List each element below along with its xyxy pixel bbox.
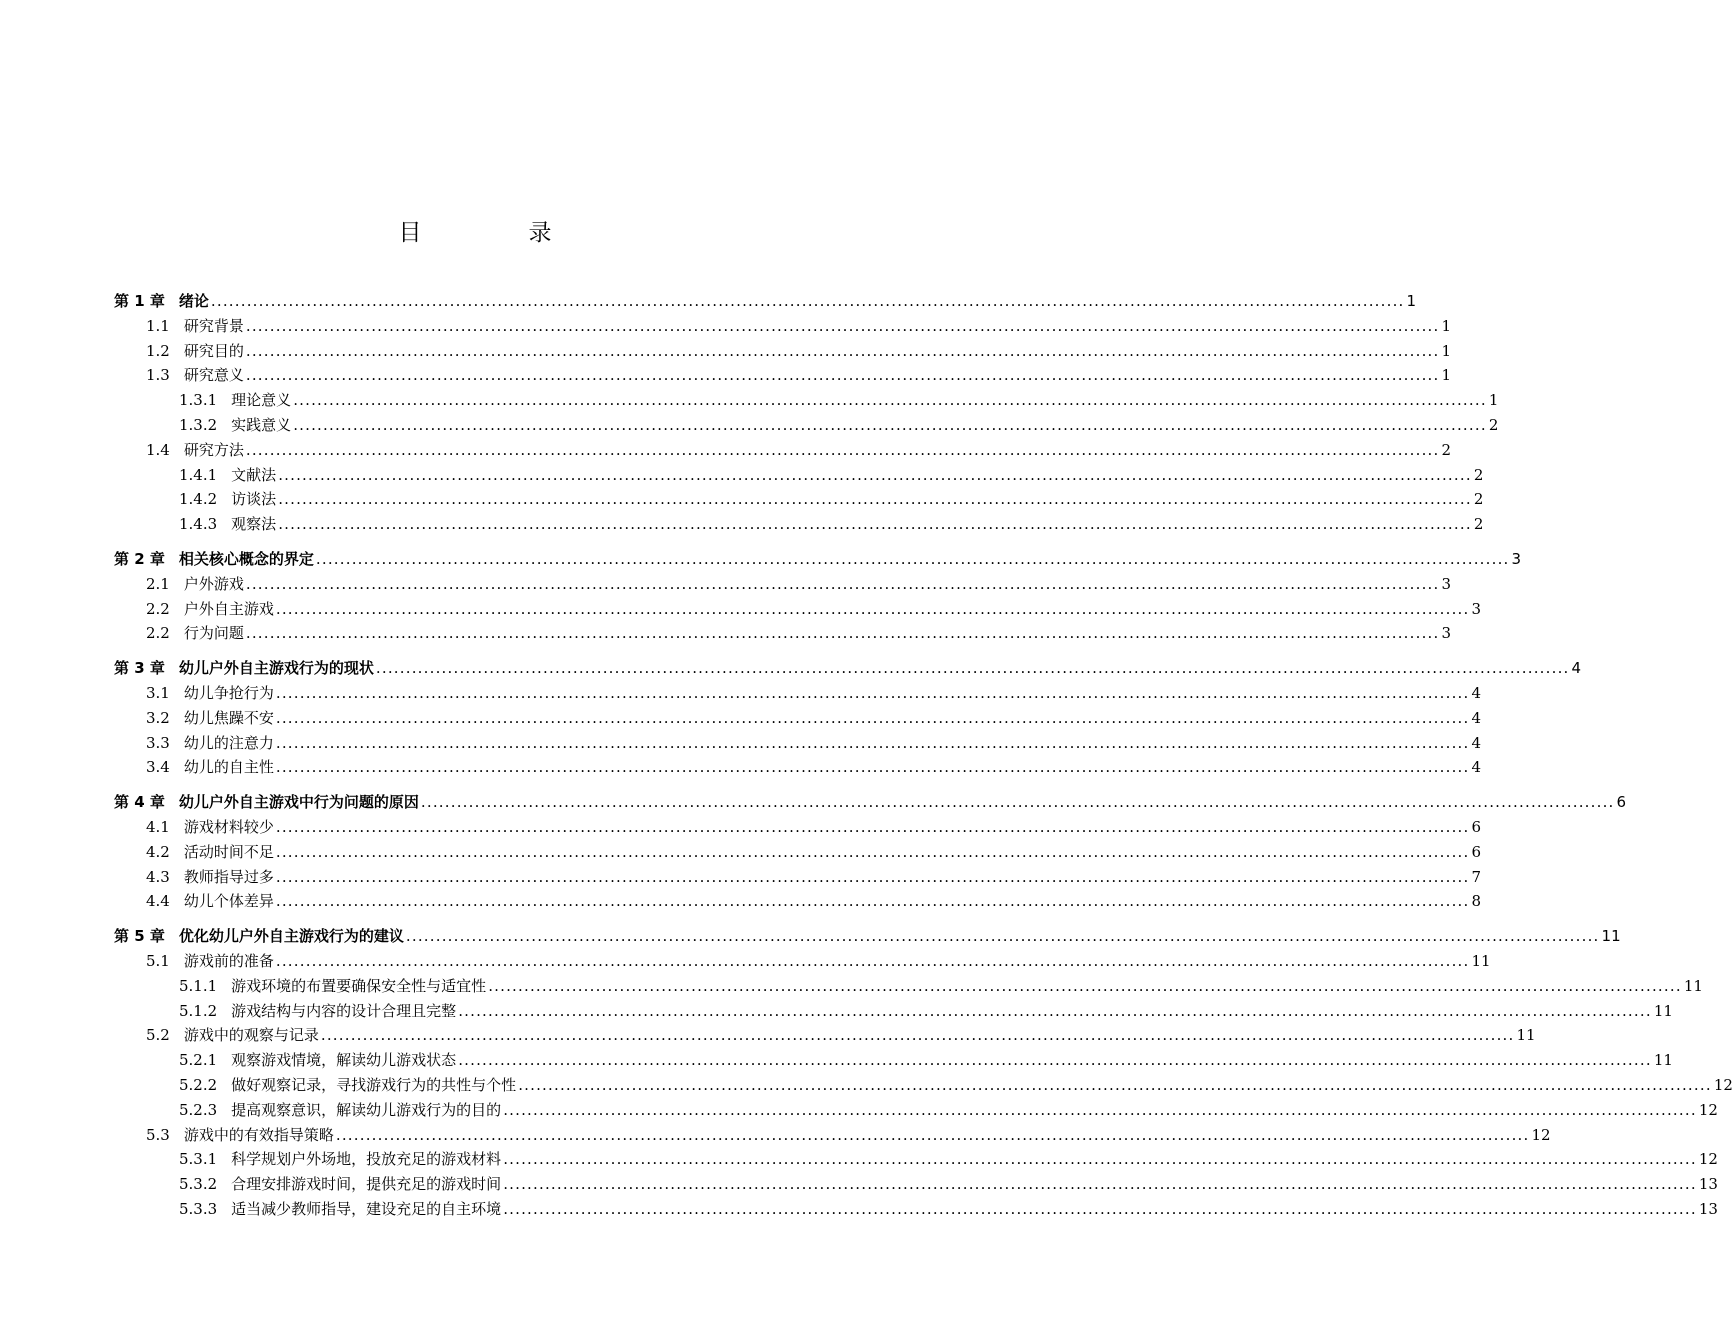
toc-page-number: 8 [1471,892,1482,911]
toc-leader-dots: ........................................................................................................................................................................................................ [488,976,1682,995]
toc-entry-label [179,977,486,995]
toc-page-number: 6 [1616,793,1627,812]
toc-entry-number: 5.3.1 [179,1150,218,1169]
toc-entry[interactable] [146,862,1482,886]
toc-entry[interactable] [179,1095,1718,1119]
toc-entry-number: 1.3 [146,366,170,385]
toc-entry-label [146,818,274,836]
toc-entry[interactable] [179,1144,1718,1169]
toc-entry-label [179,1150,501,1168]
toc-entry-label [179,416,291,434]
toc-page-number: 1 [1441,341,1452,360]
toc-entry-number: 5.1 [146,952,170,970]
toc-entry-number: 4.1 [146,818,170,836]
toc-entry-text: 观察游戏情境，解读幼儿游戏状态 [231,1051,457,1070]
toc-entry[interactable] [146,678,1482,702]
toc-leader-dots: ........................................................................................................................................................................................................ [278,490,1472,509]
toc-entry-label [146,684,274,702]
toc-entry-text: 教师指导过多 [183,867,274,886]
toc-leader-dots: ........................................................................................................................................................................................................ [503,1175,1697,1194]
toc-entry-label [179,515,276,533]
toc-leader-dots: ........................................................................................................................................................................................................ [458,1001,1652,1020]
toc-entry-label [146,1126,334,1144]
toc-page-number: 2 [1473,465,1484,484]
toc-entry-number: 4.2 [146,842,170,861]
toc-leader-dots: ........................................................................................................................................................................................................ [275,758,1470,777]
toc-entry-number: 4.4 [146,892,170,911]
toc-entry-text: 游戏中的观察与记录 [183,1026,319,1045]
toc-title: 目 录 [398,220,594,246]
toc-leader-dots: ........................................................................................................................................................................................................ [315,550,1510,568]
toc-leader-dots: ........................................................................................................................................................................................................ [275,733,1470,752]
toc-entry[interactable] [114,653,1582,678]
toc-entry-label [146,734,274,752]
toc-page-number: 6 [1471,842,1482,861]
toc-entry-number: 第 2 章 [114,550,165,568]
toc-entry[interactable] [146,435,1452,459]
toc-page-number: 11 [1653,1001,1673,1020]
toc-leader-dots: ........................................................................................................................................................................................................ [275,842,1470,861]
toc-entry-label [146,709,274,727]
toc-entry-label [146,342,244,360]
toc-entry-text: 研究意义 [183,366,244,385]
toc-leader-dots: ........................................................................................................................................................................................................ [275,818,1470,836]
toc-entry[interactable] [146,886,1482,911]
toc-entry-text: 行为问题 [183,624,244,643]
toc-leader-dots: ........................................................................................................................................................................................................ [518,1076,1712,1094]
toc-entry-label [179,1101,501,1119]
toc-entry-number: 1.4.3 [179,515,218,534]
toc-leader-dots: ........................................................................................................................................................................................................ [275,867,1470,886]
toc-entry[interactable] [179,1194,1718,1218]
toc-entry-text: 幼儿个体差异 [183,892,274,911]
toc-page-number: 6 [1471,818,1482,836]
toc-page-number: 1 [1406,292,1417,310]
toc-leader-dots: ........................................................................................................................................................................................................ [275,599,1470,618]
toc-entry-number: 1.4.2 [179,490,218,509]
toc-page-number: 13 [1698,1175,1718,1194]
toc-entry-number: 第 5 章 [114,927,165,946]
toc-page-number: 4 [1471,733,1482,752]
toc-entry-number: 1.4.1 [179,465,218,484]
toc-entry-text: 游戏结构与内容的设计合理且完整 [231,1001,457,1020]
toc-page-number: 3 [1441,624,1452,643]
toc-entry[interactable] [179,460,1484,484]
toc-entry-label [179,391,291,409]
toc-entry-number: 5.3.2 [179,1175,218,1194]
toc-page-number: 12 [1698,1100,1718,1119]
toc-entry-text: 幼儿的注意力 [183,733,274,752]
toc-entry-text: 游戏材料较少 [183,818,274,836]
toc-page-number: 11 [1471,952,1491,970]
toc-leader-dots: ........................................................................................................................................................................................................ [210,292,1405,310]
toc-page-number: 13 [1698,1200,1718,1218]
toc-page-number: 12 [1698,1150,1718,1169]
toc-entry-number: 5.3 [146,1125,170,1144]
toc-entry-text: 研究目的 [183,341,244,360]
toc-leader-dots: ........................................................................................................................................................................................................ [458,1051,1652,1070]
toc-page-number: 11 [1516,1026,1536,1045]
toc-page-number: 4 [1471,708,1482,727]
toc-page-number: 4 [1471,684,1482,702]
toc-leader-dots: ........................................................................................................................................................................................................ [278,465,1472,484]
toc-entry[interactable] [179,509,1484,534]
toc-leader-dots: ........................................................................................................................................................................................................ [275,952,1470,970]
toc-entry-number: 5.3.3 [179,1200,218,1218]
toc-page-number: 1 [1441,316,1452,335]
toc-entry-text: 做好观察记录，寻找游戏行为的共性与个性 [231,1076,517,1094]
toc-leader-dots: ........................................................................................................................................................................................................ [245,316,1440,335]
toc-entry-number: 1.1 [146,316,170,335]
toc-leader-dots: ........................................................................................................................................................................................................ [503,1150,1697,1169]
toc-entry-number: 2.2 [146,599,170,618]
toc-leader-dots: ........................................................................................................................................................................................................ [320,1026,1515,1045]
toc-entry-label [146,600,274,618]
toc-entry-text: 户外游戏 [183,574,244,593]
toc-entry-label [179,1175,501,1193]
toc-entry-text: 户外自主游戏 [183,599,274,618]
toc-entry[interactable] [179,484,1484,509]
toc-entry-number: 3.3 [146,733,170,752]
toc-page-number: 2 [1473,490,1484,509]
toc-entry-text: 相关核心概念的界定 [178,550,314,568]
toc-entry[interactable] [146,703,1482,727]
toc-page-number: 4 [1571,659,1582,678]
toc-entry-number: 第 3 章 [114,659,165,678]
toc-entry-text: 绪论 [178,292,209,310]
toc-entry-label [146,366,244,384]
toc-entry[interactable] [146,618,1452,643]
toc-entry-number: 5.1.1 [179,976,218,995]
toc-leader-dots: ........................................................................................................................................................................................................ [245,624,1440,643]
toc-entry[interactable] [146,360,1452,385]
toc-leader-dots: ........................................................................................................................................................................................................ [275,684,1470,702]
toc-entry[interactable] [179,971,1703,995]
toc-leader-dots: ........................................................................................................................................................................................................ [245,440,1440,459]
toc-entry-label [114,793,419,811]
toc-entry-label [146,758,274,776]
toc-page-number: 1 [1488,391,1499,410]
toc-entry-label [146,317,244,335]
toc-leader-dots: ........................................................................................................................................................................................................ [420,793,1615,812]
toc-entry-text: 实践意义 [231,416,292,434]
toc-entry-number: 3.4 [146,758,170,777]
toc-entry-text: 游戏中的有效指导策略 [183,1125,334,1144]
toc-entry-label [114,550,314,568]
toc-entry[interactable] [146,752,1482,777]
toc-leader-dots: ........................................................................................................................................................................................................ [278,515,1472,534]
toc-entry-text: 提高观察意识，解读幼儿游戏行为的目的 [231,1100,502,1119]
toc-leader-dots: ........................................................................................................................................................................................................ [245,366,1440,385]
toc-entry-text: 游戏前的准备 [183,952,274,970]
toc-entry-text: 文献法 [231,465,277,484]
toc-entry[interactable] [179,385,1499,410]
toc-entry-label [179,1076,516,1094]
toc-entry[interactable] [179,1169,1718,1194]
toc-entry[interactable] [146,728,1482,752]
toc-entry-text: 研究背景 [183,316,244,335]
toc-entry-number: 1.2 [146,341,170,360]
toc-entry-text: 幼儿争抢行为 [183,684,274,702]
toc-entry-text: 观察法 [231,515,277,534]
toc-page-number: 3 [1441,574,1452,593]
toc-entry-number: 4.3 [146,867,170,886]
toc-entry-number: 2.2 [146,624,170,643]
toc-entry[interactable] [146,1120,1551,1144]
toc-entry-number: 第 4 章 [114,793,165,812]
toc-entry-number: 5.2.2 [179,1076,218,1094]
toc-leader-dots: ........................................................................................................................................................................................................ [245,574,1440,593]
toc-leader-dots: ........................................................................................................................................................................................................ [405,927,1600,946]
toc-page-number: 11 [1653,1051,1673,1070]
toc-page-number: 12 [1713,1076,1733,1094]
toc-entry[interactable] [146,837,1482,861]
toc-entry-label [146,624,244,642]
toc-entry-label [146,1026,319,1044]
toc-page-number: 2 [1473,515,1484,534]
toc-entry-number: 3.1 [146,684,170,702]
toc-entry[interactable] [146,311,1452,335]
toc-entry[interactable] [146,336,1452,360]
toc-leader-dots: ........................................................................................................................................................................................................ [275,892,1470,911]
toc-leader-dots: ........................................................................................................................................................................................................ [335,1125,1530,1144]
toc-entry-text: 活动时间不足 [183,842,274,861]
toc-entry-label [179,1051,456,1069]
toc-entry-number: 1.3.1 [179,391,218,410]
toc-entry-number: 5.1.2 [179,1001,218,1020]
toc-page-number: 11 [1683,976,1703,995]
toc-entry-label [114,927,404,945]
toc-entry-text: 游戏环境的布置要确保安全性与适宜性 [231,976,487,995]
toc-entry-number: 5.2.1 [179,1051,218,1070]
toc-entry-number: 第 1 章 [114,292,165,310]
toc-leader-dots: ........................................................................................................................................................................................................ [375,659,1570,678]
toc-entry-label [179,466,276,484]
toc-entry-label [146,441,244,459]
toc-entry-label [114,292,209,310]
toc-entry-number: 1.3.2 [179,416,218,434]
toc-leader-dots: ........................................................................................................................................................................................................ [245,341,1440,360]
toc-entry-label [179,490,276,508]
toc-entry-text: 理论意义 [231,391,292,410]
toc-entry-text: 幼儿的自主性 [183,758,274,777]
toc-entry-text: 研究方法 [183,440,244,459]
toc-page-number: 3 [1471,599,1482,618]
toc-page-number: 4 [1471,758,1482,777]
toc-page-number: 2 [1488,416,1499,434]
toc-leader-dots: ........................................................................................................................................................................................................ [275,708,1470,727]
toc-entry[interactable] [114,286,1417,310]
toc-entry-label [114,659,374,677]
toc-entry[interactable] [179,1045,1673,1070]
toc-entry-number: 5.2.3 [179,1100,218,1119]
toc-entry-label [146,952,274,970]
toc-entry[interactable] [146,569,1452,593]
toc-entry-number: 1.4 [146,440,170,459]
toc-entry-number: 3.2 [146,708,170,727]
toc-entry-label [179,1200,501,1218]
toc-page-number: 7 [1471,867,1482,886]
toc-leader-dots: ........................................................................................................................................................................................................ [503,1100,1697,1119]
toc-entry[interactable] [179,1070,1733,1094]
toc-entry-text: 幼儿户外自主游戏中行为问题的原因 [178,793,419,812]
toc-page-number: 2 [1441,440,1452,459]
toc-entry-text: 科学规划户外场地，投放充足的游戏材料 [231,1150,502,1169]
toc-entry[interactable] [179,996,1673,1020]
toc-entry-text: 适当减少教师指导，建设充足的自主环境 [231,1200,502,1218]
toc-entry-label [179,1002,456,1020]
toc-leader-dots: ........................................................................................................................................................................................................ [503,1200,1697,1218]
toc-leader-dots: ........................................................................................................................................................................................................ [293,391,1487,410]
toc-entry[interactable] [179,410,1499,434]
toc-entry-label [146,575,244,593]
toc-entry[interactable] [146,812,1482,836]
toc-leader-dots: ........................................................................................................................................................................................................ [293,416,1487,434]
toc-entry-label [146,868,274,886]
toc-entry-label [146,843,274,861]
toc-page-number: 12 [1531,1125,1551,1144]
toc-page-number: 3 [1511,550,1522,568]
toc-entry[interactable] [146,594,1482,618]
toc-entry[interactable] [114,921,1621,946]
toc-entry-number: 5.2 [146,1026,170,1045]
toc-entry-label [146,892,274,910]
toc-entry[interactable] [114,544,1522,568]
toc-entry-text: 合理安排游戏时间，提供充足的游戏时间 [231,1175,502,1194]
toc-entry-text: 幼儿焦躁不安 [183,708,274,727]
toc-entry-number: 2.1 [146,574,170,593]
toc-entry-text: 优化幼儿户外自主游戏行为的建议 [178,927,404,946]
toc-entry-text: 访谈法 [231,490,277,509]
toc-page-number: 11 [1601,927,1621,946]
toc-page-number: 1 [1441,366,1452,385]
toc-entry[interactable] [114,787,1627,812]
toc-entry-text: 幼儿户外自主游戏行为的现状 [178,659,374,678]
toc-entry[interactable] [146,946,1491,970]
toc-entry[interactable] [146,1020,1536,1045]
